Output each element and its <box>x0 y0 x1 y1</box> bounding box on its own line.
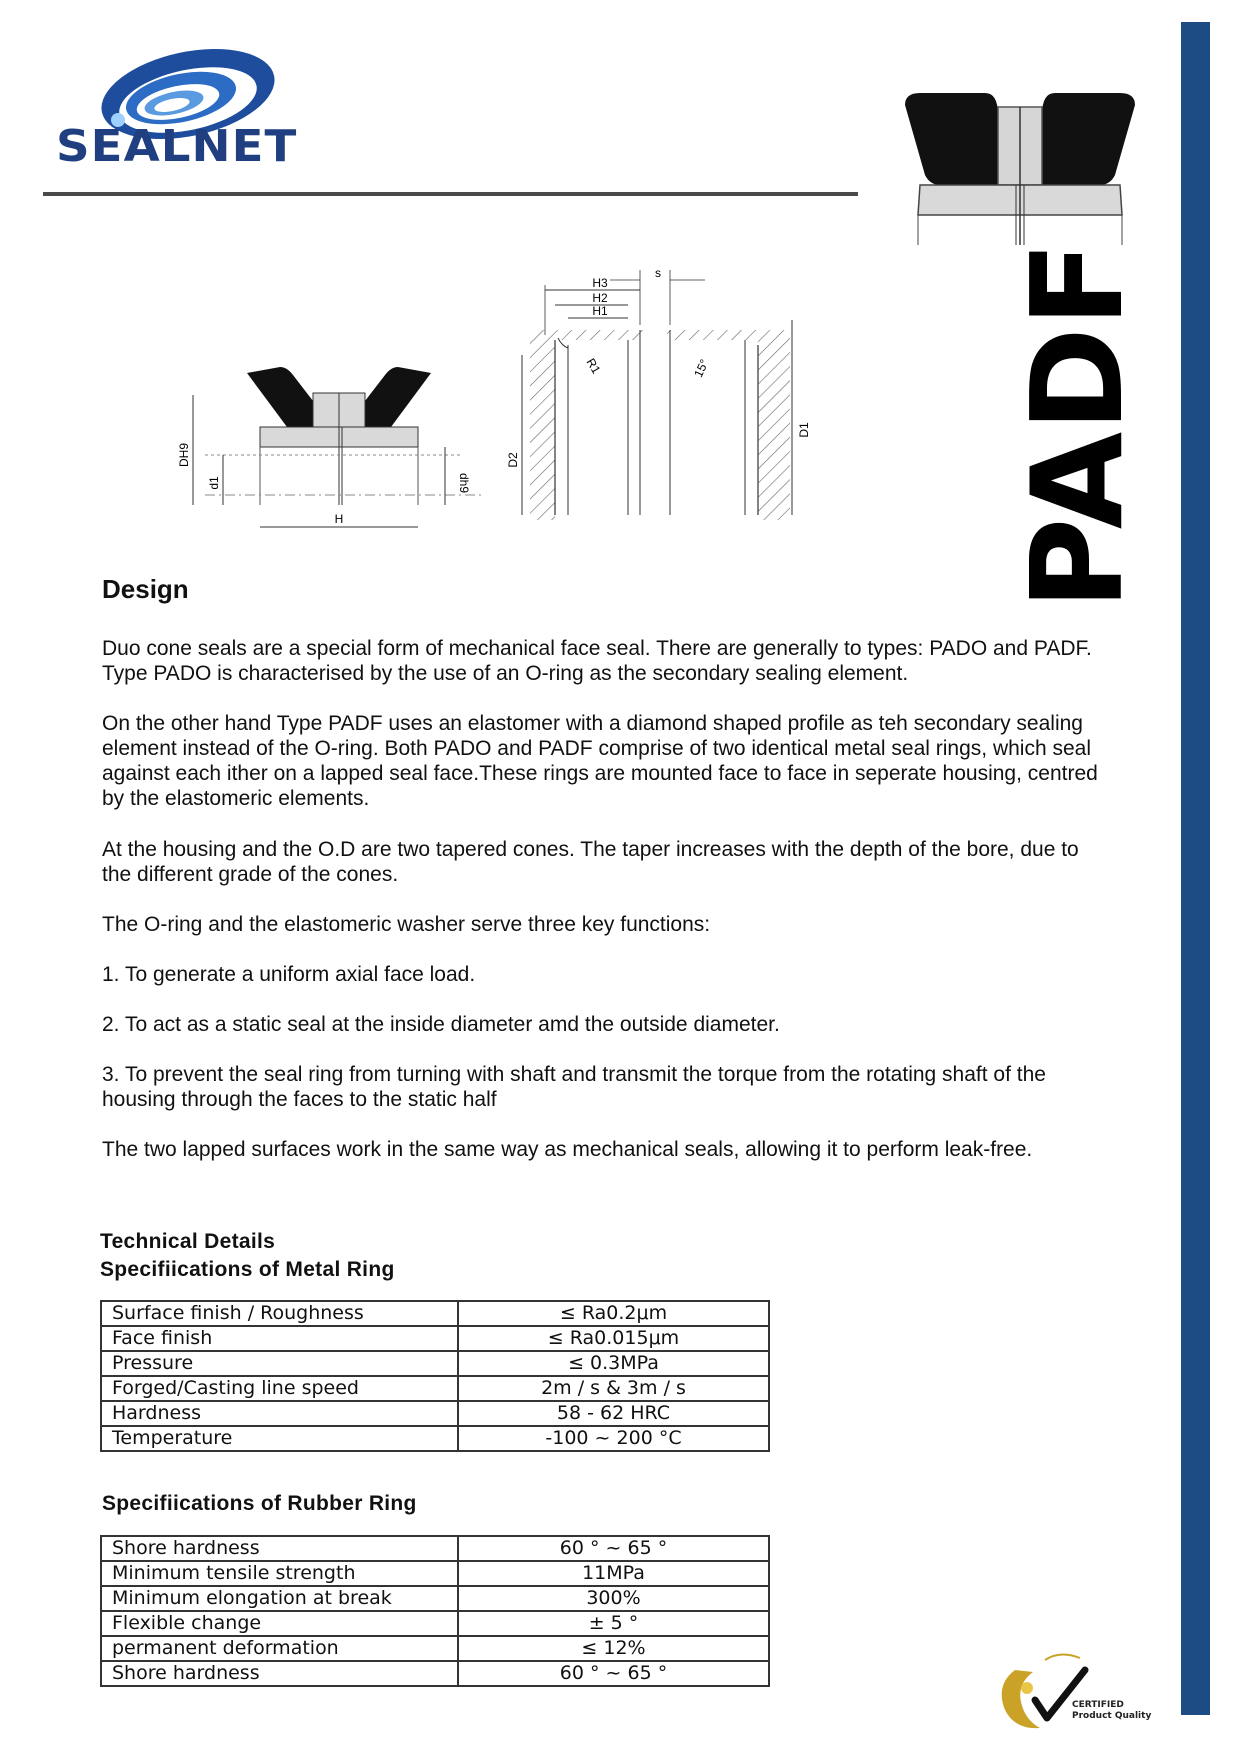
spec-value: 58 - 62 HRC <box>458 1401 769 1426</box>
design-paragraph: 3. To prevent the seal ring from turning with shaft and transmit the torque from the rotating shaft of the housing through the faces to the static half <box>102 1063 1046 1111</box>
table-row <box>101 1636 769 1661</box>
certified-line: CERTIFIED <box>1072 1700 1124 1710</box>
spec-value: 2m / s & 3m / s <box>458 1376 769 1401</box>
product-title: PADF <box>1004 241 1151 610</box>
spec-label: Forged/Casting line speed <box>101 1376 458 1401</box>
spec-label: Minimum elongation at break <box>101 1586 458 1611</box>
design-paragraph: 2. To act as a static seal at the inside diameter amd the outside diameter. <box>102 1013 780 1036</box>
table-row <box>101 1561 769 1586</box>
spec-label: Surface finish / Roughness <box>101 1301 458 1326</box>
metal-ring-heading: Specifiications of Metal Ring <box>100 1258 395 1281</box>
spec-value: 11MPa <box>458 1561 769 1586</box>
table-row <box>101 1426 769 1451</box>
spec-value: 60 ° ~ 65 ° <box>458 1536 769 1561</box>
label-dh9: DH9 <box>177 442 191 468</box>
technical-details-heading: Technical Details <box>100 1230 276 1253</box>
table-row <box>101 1301 769 1326</box>
label-s: s <box>655 266 661 280</box>
certified-quality-text <box>1072 1700 1151 1722</box>
housing-dimension-diagram <box>500 260 830 525</box>
table-row <box>101 1351 769 1376</box>
table-row <box>101 1536 769 1561</box>
product-quality-line: Product Quality <box>1072 1711 1152 1721</box>
label-d1-upper: D1 <box>797 422 811 438</box>
table-row <box>101 1401 769 1426</box>
table-row <box>101 1661 769 1686</box>
spec-label: Face finish <box>101 1326 458 1351</box>
label-h2: H2 <box>592 291 608 305</box>
spec-label: Minimum tensile strength <box>101 1561 458 1586</box>
spec-value: 300% <box>458 1586 769 1611</box>
spec-value: ≤ Ra0.015μm <box>458 1326 769 1351</box>
certified-quality-icon <box>985 1640 1145 1740</box>
rubber-ring-spec-table <box>100 1535 770 1687</box>
design-paragraph: On the other hand Type PADF uses an elastomer with a diamond shaped profile as teh secondary sealing element instead of the O-ring. Both PADO and PADF comprise of two identical metal seal rings, which seal against each ither on a lapped seal face.These rings are mounted face to face in seperate housing, centred by the elastomeric elements. <box>102 712 1098 810</box>
design-paragraph: The O-ring and the elastomeric washer serve three key functions: <box>102 913 711 936</box>
design-paragraph: Duo cone seals are a special form of mechanical face seal. There are generally to types: PADO and PADF. Type PADO is characterised by the use of an O-ring as the secondary sealing element. <box>102 637 1092 685</box>
label-h3: H3 <box>592 276 608 290</box>
table-row <box>101 1376 769 1401</box>
design-heading: Design <box>102 574 189 604</box>
label-d2: D2 <box>506 452 520 468</box>
spec-value: 60 ° ~ 65 ° <box>458 1661 769 1686</box>
design-paragraph: At the housing and the O.D are two tapered cones. The taper increases with the depth of the bore, due to the different grade of the cones. <box>102 838 1079 886</box>
header-divider <box>43 192 858 196</box>
side-accent-bar <box>1181 22 1210 1715</box>
spec-label: Pressure <box>101 1351 458 1376</box>
label-h: H <box>334 512 344 526</box>
spec-label: Shore hardness <box>101 1661 458 1686</box>
label-angle: 15° <box>691 357 712 380</box>
label-h1: H1 <box>592 304 608 318</box>
design-paragraph: 1. To generate a uniform axial face load. <box>102 963 476 986</box>
table-row <box>101 1586 769 1611</box>
metal-ring-spec-table <box>100 1300 770 1452</box>
label-r1: R1 <box>583 355 604 377</box>
spec-value: ≤ 0.3MPa <box>458 1351 769 1376</box>
spec-value: -100 ~ 200 °C <box>458 1426 769 1451</box>
spec-value: ≤ 12% <box>458 1636 769 1661</box>
rubber-ring-heading: Specifiications of Rubber Ring <box>102 1492 417 1515</box>
label-dh9-lower: dh9 <box>457 472 471 494</box>
design-paragraph: The two lapped surfaces work in the same way as mechanical seals, allowing it to perform leak-free. <box>102 1138 1033 1161</box>
spec-label: Flexible change <box>101 1611 458 1636</box>
spec-label: permanent deformation <box>101 1636 458 1661</box>
spec-label: Shore hardness <box>101 1536 458 1561</box>
seal-product-image <box>900 85 1140 250</box>
spec-value: ± 5 ° <box>458 1611 769 1636</box>
spec-label: Temperature <box>101 1426 458 1451</box>
brand-name: SEALNET <box>56 121 298 172</box>
label-d1: d1 <box>207 476 221 490</box>
table-row <box>101 1611 769 1636</box>
table-row <box>101 1326 769 1351</box>
spec-value: ≤ Ra0.2μm <box>458 1301 769 1326</box>
spec-label: Hardness <box>101 1401 458 1426</box>
seal-cross-section-diagram <box>177 355 505 550</box>
